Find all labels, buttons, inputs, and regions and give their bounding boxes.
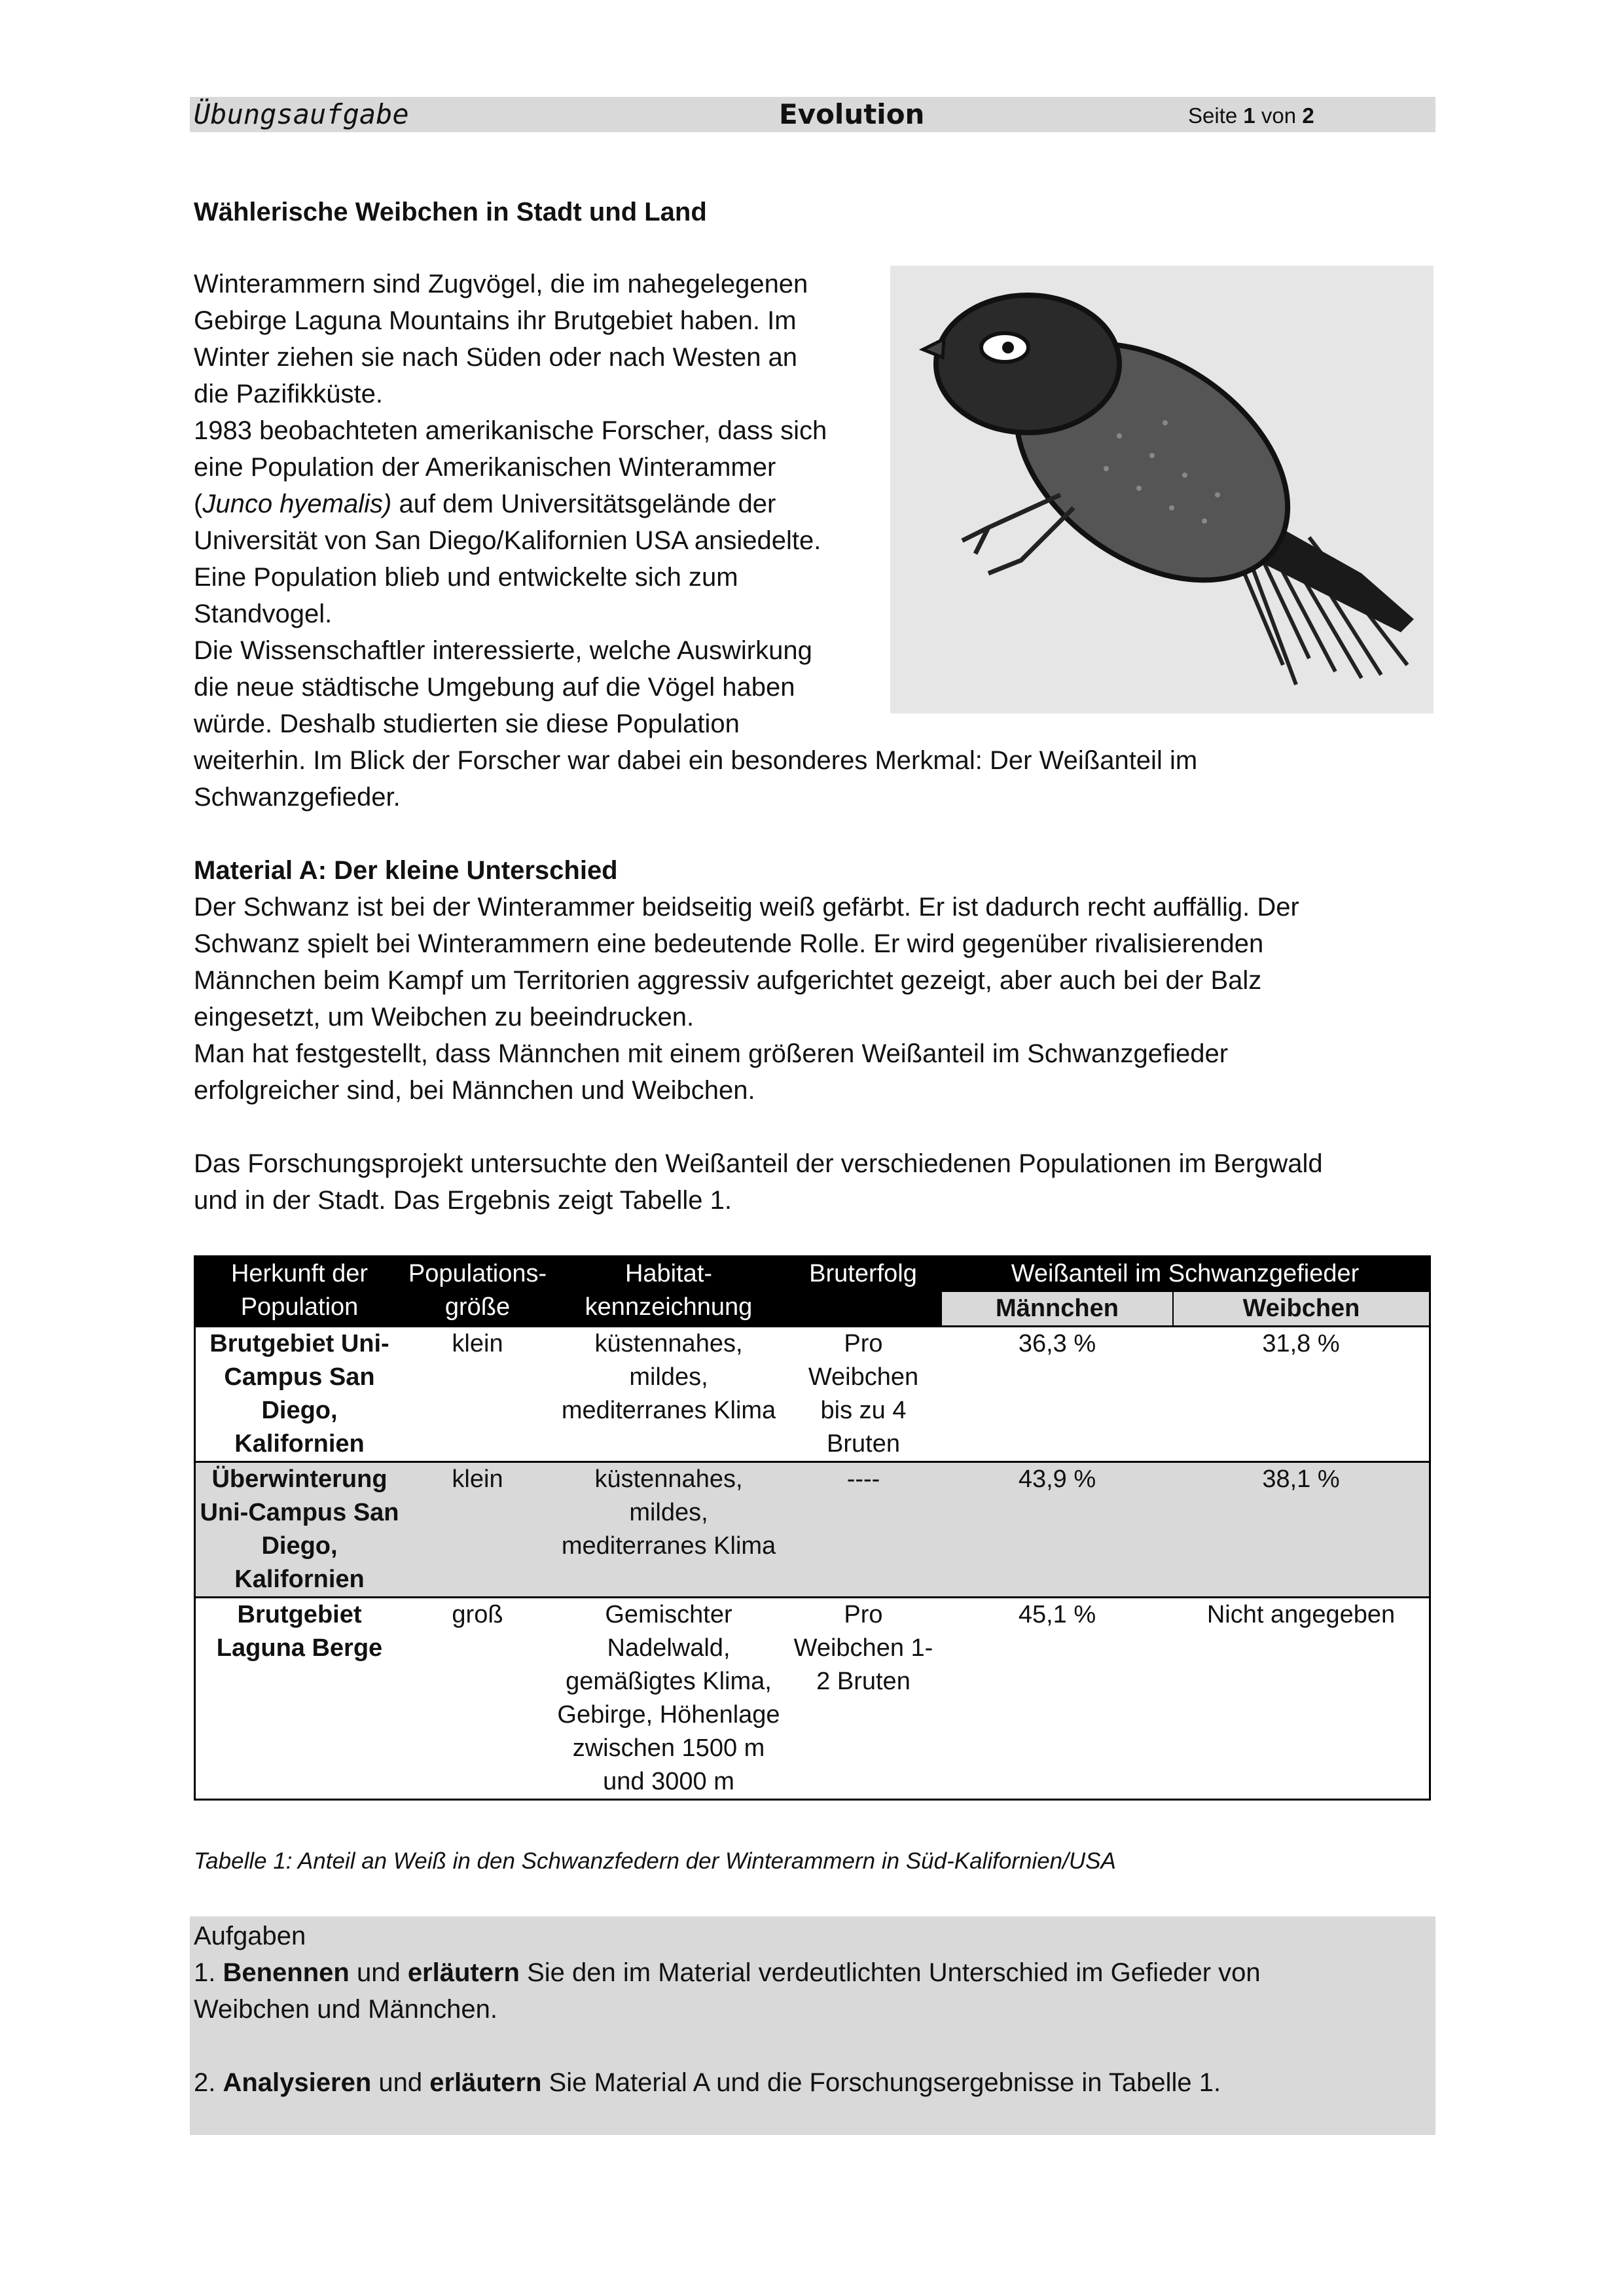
research-line: und in der Stadt. Das Ergebnis zeigt Tabelle 1. — [194, 1186, 732, 1215]
task-1: 1. Benennen und erläutern Sie den im Material verdeutlichten Unterschied im Gefieder von — [194, 1958, 1261, 1987]
page-prefix: Seite — [1188, 103, 1238, 128]
intro-line: die neue städtische Umgebung auf die Vögel haben — [194, 673, 795, 702]
col-male-header: Männchen — [941, 1291, 1173, 1327]
tasks-heading: Aufgaben — [194, 1922, 306, 1950]
cell-size: klein — [403, 1462, 552, 1598]
results-table — [194, 1255, 1431, 1801]
intro-continuation — [194, 742, 1437, 816]
col-breeding-header: Bruterfolg — [785, 1257, 941, 1327]
cell-breeding: Pro Weibchen bis zu 4 Bruten — [808, 1330, 919, 1458]
cell-origin: Überwinterung Uni-Campus San Diego, Kalifornien — [195, 1462, 404, 1598]
cell-female: Nicht angegeben — [1206, 1601, 1396, 1628]
table-caption: Tabelle 1: Anteil an Weiß in den Schwanzfedern der Winterammern in Süd-Kalifornien/USA — [194, 1848, 1116, 1874]
table-row — [195, 1327, 1430, 1462]
intro-line: eine Population der Amerikanischen Winterammer — [194, 453, 776, 482]
col-habitat-header: Habitat-kennzeichnung — [552, 1257, 785, 1327]
cell-female: 38,1 % — [1173, 1462, 1430, 1598]
material-a-line: Man hat festgestellt, dass Männchen mit einem größeren Weißanteil im Schwanzgefieder — [194, 1039, 1229, 1068]
bird-drawing-icon — [890, 266, 1434, 713]
intro-line: die Pazifikküste. — [194, 380, 384, 408]
page-of: von — [1261, 103, 1297, 128]
page-number: 1 — [1243, 103, 1255, 128]
subject-title: Evolution — [779, 98, 925, 130]
cell-breeding: Pro Weibchen 1-2 Bruten — [793, 1601, 933, 1695]
cell-habitat: küstennahes, mildes, mediterranes Klima — [561, 1330, 776, 1424]
task-1-continued: Weibchen und Männchen. — [194, 1995, 498, 2024]
research-paragraph — [194, 1145, 1437, 1219]
intro-line: Gebirge Laguna Mountains ihr Brutgebiet haben. Im — [194, 306, 797, 335]
cell-male: 36,3 % — [1018, 1330, 1096, 1357]
material-a-line: Schwanz spielt bei Winterammern eine bedeutende Rolle. Er wird gegenüber rivalisierenden — [194, 929, 1264, 958]
worksheet-type: Übungsaufgabe — [194, 98, 409, 130]
cell-male: 45,1 % — [1018, 1601, 1096, 1628]
cell-origin: Brutgebiet Laguna Berge — [216, 1601, 383, 1662]
col-size-header: Populations-größe — [403, 1257, 552, 1327]
intro-line: Eine Population blieb und entwickelte sich zum — [194, 563, 738, 592]
col-white-header: Weißanteil im Schwanzgefieder — [941, 1257, 1430, 1292]
intro-line: Winterammern sind Zugvögel, die im nahegelegenen — [194, 270, 808, 298]
material-a-section — [194, 852, 1437, 1109]
intro-line: Winter ziehen sie nach Süden oder nach Westen an — [194, 343, 798, 372]
cell-habitat: küstennahes, mildes, mediterranes Klima — [552, 1462, 785, 1598]
material-a-line: Der Schwanz ist bei der Winterammer beidseitig weiß gefärbt. Er ist dadurch recht auffällig. Der — [194, 893, 1299, 922]
page-indicator — [1188, 97, 1314, 135]
intro-line: (Junco hyemalis) auf dem Universitätsgelände der — [194, 490, 776, 518]
cell-size: groß — [452, 1601, 503, 1628]
intro-line: würde. Deshalb studierten sie diese Population — [194, 709, 740, 738]
col-female-header: Weibchen — [1173, 1291, 1430, 1327]
cell-origin: Brutgebiet Uni-Campus San Diego, Kalifornien — [209, 1330, 389, 1458]
intro-line: Schwanzgefieder. — [194, 783, 401, 812]
intro-line: weiterhin. Im Blick der Forscher war dabei ein besonderes Merkmal: Der Weißanteil im — [194, 746, 1198, 775]
tasks-section — [194, 1918, 1431, 2101]
cell-size: klein — [452, 1330, 503, 1357]
intro-text — [194, 266, 868, 742]
intro-line: Standvogel. — [194, 600, 333, 628]
intro-line: 1983 beobachteten amerikanische Forscher, dass sich — [194, 416, 827, 445]
table-row — [195, 1598, 1430, 1800]
bird-illustration — [890, 266, 1434, 713]
col-origin-header: Herkunft der Population — [195, 1257, 404, 1327]
table-row — [195, 1462, 1430, 1598]
page-title: Wählerische Weibchen in Stadt und Land — [194, 198, 707, 226]
material-a-line: erfolgreicher sind, bei Männchen und Weibchen. — [194, 1076, 755, 1105]
material-a-line: Männchen beim Kampf um Territorien aggressiv aufgerichtet gezeigt, aber auch bei der Balz — [194, 966, 1262, 995]
material-a-heading: Material A: Der kleine Unterschied — [194, 856, 618, 885]
intro-line: Universität von San Diego/Kalifornien USA ansiedelte. — [194, 526, 821, 555]
material-a-line: eingesetzt, um Weibchen zu beeindrucken. — [194, 1003, 695, 1031]
cell-breeding: ---- — [785, 1462, 941, 1598]
task-2: 2. Analysieren und erläutern Sie Material A und die Forschungsergebnisse in Tabelle 1. — [194, 2068, 1221, 2097]
research-line: Das Forschungsprojekt untersuchte den Weißanteil der verschiedenen Populationen im Bergwald — [194, 1149, 1323, 1178]
species-name: Junco hyemalis) — [202, 490, 392, 518]
cell-habitat: Gemischter Nadelwald, gemäßigtes Klima, Gebirge, Höhenlage zwischen 1500 m und 3000 m — [557, 1601, 780, 1795]
intro-line: Die Wissenschaftler interessierte, welche Auswirkung — [194, 636, 812, 665]
cell-female: 31,8 % — [1262, 1330, 1340, 1357]
page-total: 2 — [1302, 103, 1314, 128]
cell-male: 43,9 % — [941, 1462, 1173, 1598]
